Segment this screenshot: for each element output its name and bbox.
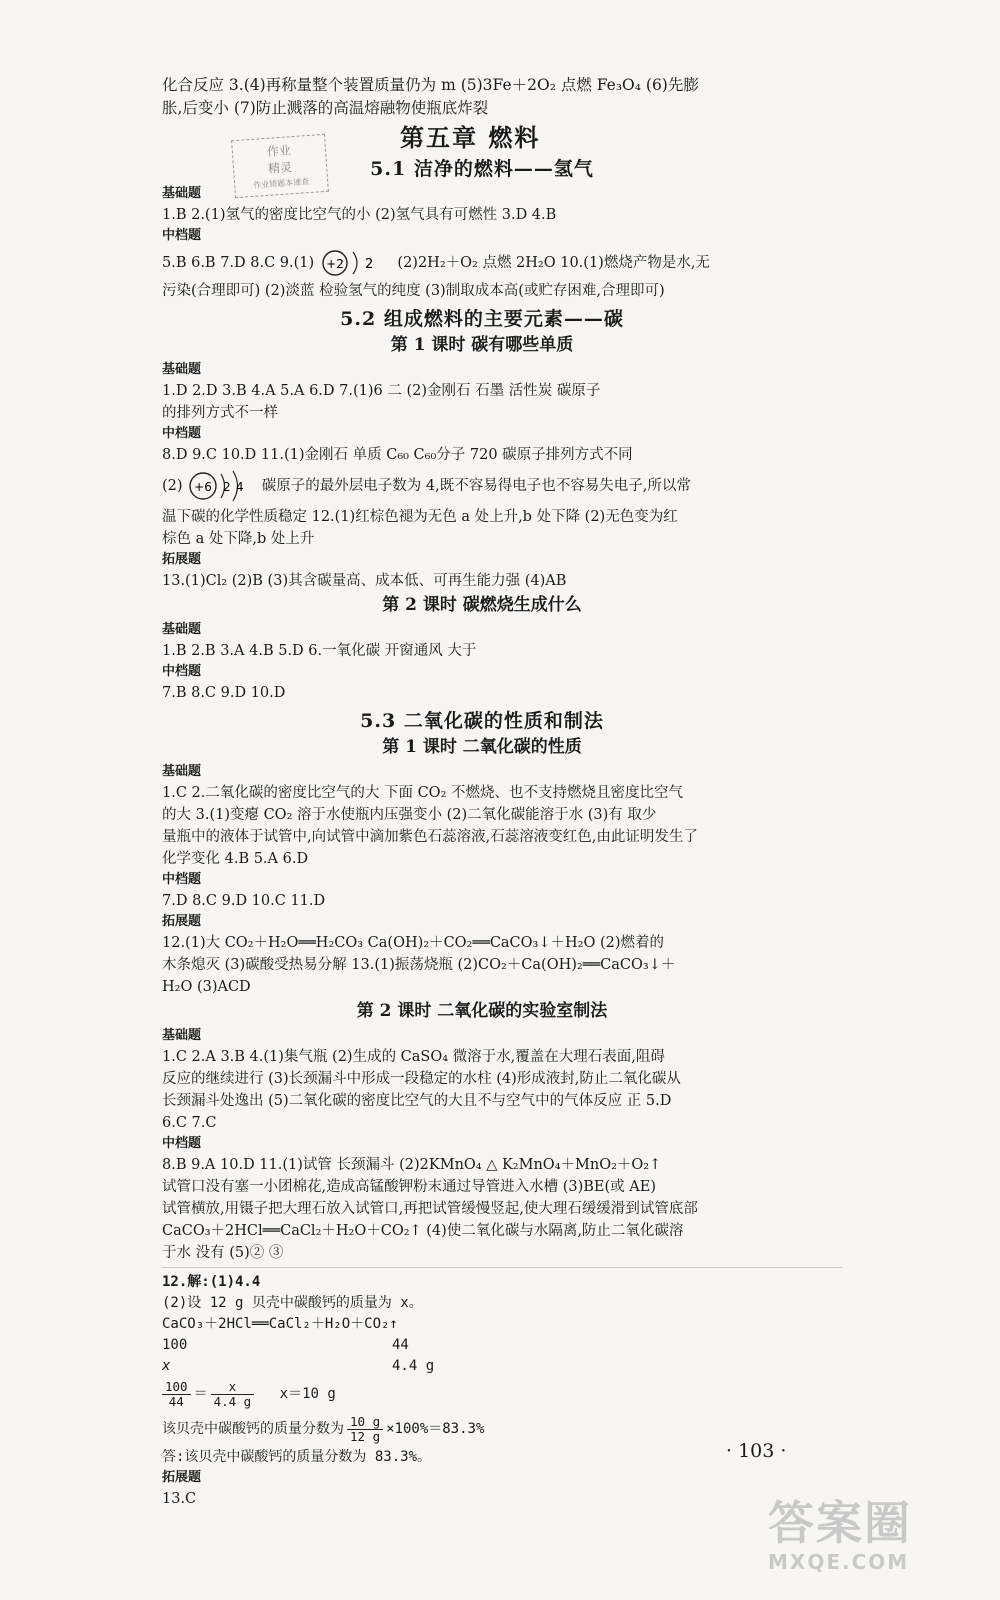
section-5-3-title: 5.3 二氧化碳的性质和制法 [360, 710, 604, 732]
lesson-title: 第 2 课时 二氧化碳的实验室制法 [356, 1001, 608, 1021]
percent-line [162, 1411, 802, 1447]
answer-line: 污染(合理即可) (2)淡蓝 检验氢气的纯度 (3)制取成本高(或贮存困难,合理即可) [162, 283, 665, 299]
unknown-x: x [162, 1358, 171, 1374]
answer-line: 1.B 2.(1)氢气的密度比空气的小 (2)氢气具有可燃性 3.D 4.B [162, 207, 557, 223]
watermark-url: MXQE.COM [768, 1550, 910, 1574]
answer-line: 13.C [162, 1491, 197, 1507]
mass-co2: 4.4 g [392, 1358, 435, 1374]
fraction-numerator: 100 [162, 1380, 191, 1395]
answer-text: (2) [162, 478, 183, 494]
label-basic: 基础题 [162, 1028, 202, 1043]
label-extended: 拓展题 [162, 1470, 202, 1485]
svg-text:+6: +6 [194, 480, 213, 494]
answer-line: 7.B 8.C 9.D 10.D [162, 685, 286, 701]
answer-line: 量瓶中的液体于试管中,向试管中滴加紫色石蕊溶液,石蕊溶液变红色,由此证明发生了 [162, 829, 698, 845]
answer-line: H₂O (3)ACD [162, 979, 251, 995]
svg-text:2: 2 [223, 480, 231, 494]
solution-line: 12.解:(1)4.4 [162, 1274, 261, 1290]
fraction [347, 1415, 383, 1444]
label-medium: 中档题 [162, 1136, 202, 1151]
answer-line: 反应的继续进行 (3)长颈漏斗中形成一段稳定的水柱 (4)形成液封,防止二氧化碳从 [162, 1071, 681, 1087]
page-number: · 103 · [726, 1440, 787, 1462]
solution-text: ×100%＝83.3% [386, 1421, 485, 1437]
fraction-numerator: x [211, 1380, 255, 1395]
answer-line: 棕色 a 处下降,b 处上升 [162, 531, 315, 547]
chapter-title: 第五章 燃料 [400, 123, 541, 152]
answer-line: 1.C 2.A 3.B 4.(1)集气瓶 (2)生成的 CaSO₄ 微溶于水,覆盖在大理石表面,阻碍 [162, 1049, 665, 1065]
answer-line: 8.D 9.C 10.D 11.(1)金刚石 单质 C₆₀ C₆₀分子 720 碳原子排列方式不同 [162, 447, 633, 463]
svg-text:2: 2 [364, 257, 374, 272]
label-basic: 基础题 [162, 764, 202, 779]
fraction-denominator: 44 [168, 1393, 184, 1409]
carbon-atom-diagram-icon [187, 468, 257, 504]
answer-line: 6.C 7.C [162, 1115, 217, 1131]
lesson-title: 第 1 课时 二氧化碳的性质 [382, 737, 582, 757]
answer-line: 温下碳的化学性质稳定 12.(1)红棕色褪为无色 a 处上升,b 处下降 (2)无色变为红 [162, 509, 678, 525]
watermark-text: 答案圈 [768, 1496, 912, 1550]
stamp-text-3: 作业错题本速查 [252, 177, 310, 190]
answer-text: (2)2H₂＋O₂ 点燃 2H₂O 10.(1)燃烧产物是水,无 [397, 255, 710, 271]
stamp-text-1: 作业 [266, 143, 292, 159]
solution-equation: CaCO₃＋2HCl══CaCl₂＋H₂O＋CO₂↑ [162, 1316, 398, 1332]
answer-text: 碳原子的最外层电子数为 4,既不容易得电子也不容易失电子,所以常 [261, 478, 691, 494]
watermark-logo [768, 1496, 978, 1586]
proportion-line: $\frac{100}{44}$ ＝ $\frac{x}{4.4 g}$ x＝10 g [162, 1377, 802, 1411]
molar-mass-co2: 44 [392, 1337, 409, 1353]
answer-line: 长颈漏斗处逸出 (5)二氧化碳的密度比空气的大且不与空气中的气体反应 正 5.D [162, 1093, 672, 1109]
label-basic: 基础题 [162, 186, 202, 201]
answer-text: 5.B 6.B 7.D 8.C 9.(1) [162, 255, 315, 271]
intro-block [162, 74, 802, 120]
answer-line: 于水 没有 (5)② ③ [162, 1245, 284, 1261]
label-extended: 拓展题 [162, 552, 202, 567]
answer-line-atom [162, 466, 802, 506]
section-5-2-title: 5.2 组成燃料的主要元素——碳 [340, 308, 624, 330]
label-medium: 中档题 [162, 228, 202, 243]
fraction-denominator: 12 g [350, 1428, 381, 1444]
intro-line-1: 化合反应 3.(4)再称量整个装置质量仍为 m (5)3Fe＋2O₂ 点燃 Fe₃O₄ (6)先膨 [162, 76, 699, 94]
fraction [211, 1380, 255, 1409]
solution-block [162, 1272, 802, 1468]
svg-text:4: 4 [236, 480, 244, 494]
answer-line: 木条熄灭 (3)碳酸受热易分解 13.(1)振荡烧瓶 (2)CO₂＋Ca(OH)₂══CaCO₃↓＋ [162, 957, 676, 973]
answer-line: 1.D 2.D 3.B 4.A 5.A 6.D 7.(1)6 二 (2)金刚石 石墨 活性炭 碳原子 [162, 383, 601, 399]
label-medium: 中档题 [162, 426, 202, 441]
intro-line-2: 胀,后变小 (7)防止溅落的高温熔融物使瓶底炸裂 [162, 99, 489, 117]
svg-text:+2: +2 [325, 257, 344, 271]
answer-line: 7.D 8.C 9.D 10.C 11.D [162, 893, 326, 909]
label-medium: 中档题 [162, 664, 202, 679]
solution-answer: 答:该贝壳中碳酸钙的质量分数为 83.3%。 [162, 1449, 432, 1465]
fraction-denominator: 4.4 g [213, 1393, 252, 1409]
content-column [162, 152, 802, 1510]
label-extended: 拓展题 [162, 914, 202, 929]
answer-line: 化学变化 4.B 5.A 6.D [162, 851, 309, 867]
label-basic: 基础题 [162, 362, 202, 377]
answer-line: 的排列方式不一样 [162, 405, 278, 421]
answer-line: 试管口没有塞一小团棉花,造成高锰酸钾粉末通过导管进入水槽 (3)BE(或 AE) [162, 1179, 656, 1195]
molar-mass-caco3: 100 [162, 1337, 188, 1353]
answer-line: 1.B 2.B 3.A 4.B 5.D 6.一氧化碳 开窗通风 大于 [162, 643, 477, 659]
solution-ratio-row [162, 1356, 802, 1377]
label-basic: 基础题 [162, 622, 202, 637]
stamp-text-2: 精灵 [267, 160, 293, 176]
solution-line: (2)设 12 g 贝壳中碳酸钙的质量为 x。 [162, 1295, 423, 1311]
section-5-1-title: 5.1 洁净的燃料——氢气 [370, 158, 594, 180]
hydrogen-atom-diagram-icon [319, 248, 393, 278]
lesson-title: 第 1 课时 碳有哪些单质 [390, 335, 574, 355]
answer-line: 13.(1)Cl₂ (2)B (3)其含碳量高、成本低、可再生能力强 (4)AB [162, 573, 567, 589]
fraction-numerator: 10 g [347, 1415, 383, 1430]
fraction [162, 1380, 191, 1409]
solution-result: x＝10 g [279, 1386, 336, 1402]
solution-ratio-row [162, 1335, 802, 1356]
answer-line-atom [162, 246, 802, 280]
answer-line: CaCO₃＋2HCl══CaCl₂＋H₂O＋CO₂↑ (4)使二氧化碳与水隔离,防止二氧化碳溶 [162, 1223, 684, 1239]
solution-text: 该贝壳中碳酸钙的质量分数为 [162, 1421, 344, 1437]
answer-line: 的大 3.(1)变瘪 CO₂ 溶于水使瓶内压强变小 (2)二氧化碳能溶于水 (3)有 取少 [162, 807, 657, 823]
lesson-title: 第 2 课时 碳燃烧生成什么 [382, 595, 582, 615]
answer-line: 1.C 2.二氧化碳的密度比空气的大 下面 CO₂ 不燃烧、也不支持燃烧且密度比空气 [162, 785, 683, 801]
answer-line: 试管横放,用镊子把大理石放入试管口,再把试管缓慢竖起,使大理石缓缓滑到试管底部 [162, 1201, 698, 1217]
label-medium: 中档题 [162, 872, 202, 887]
answer-line: 12.(1)大 CO₂＋H₂O══H₂CO₃ Ca(OH)₂＋CO₂══CaCO₃↓＋H₂O (2)燃着的 [162, 935, 664, 951]
answer-line: 8.B 9.A 10.D 11.(1)试管 长颈漏斗 (2)2KMnO₄ △ K₂MnO₄＋MnO₂＋O₂↑ [162, 1157, 662, 1173]
divider-line [162, 1267, 842, 1268]
